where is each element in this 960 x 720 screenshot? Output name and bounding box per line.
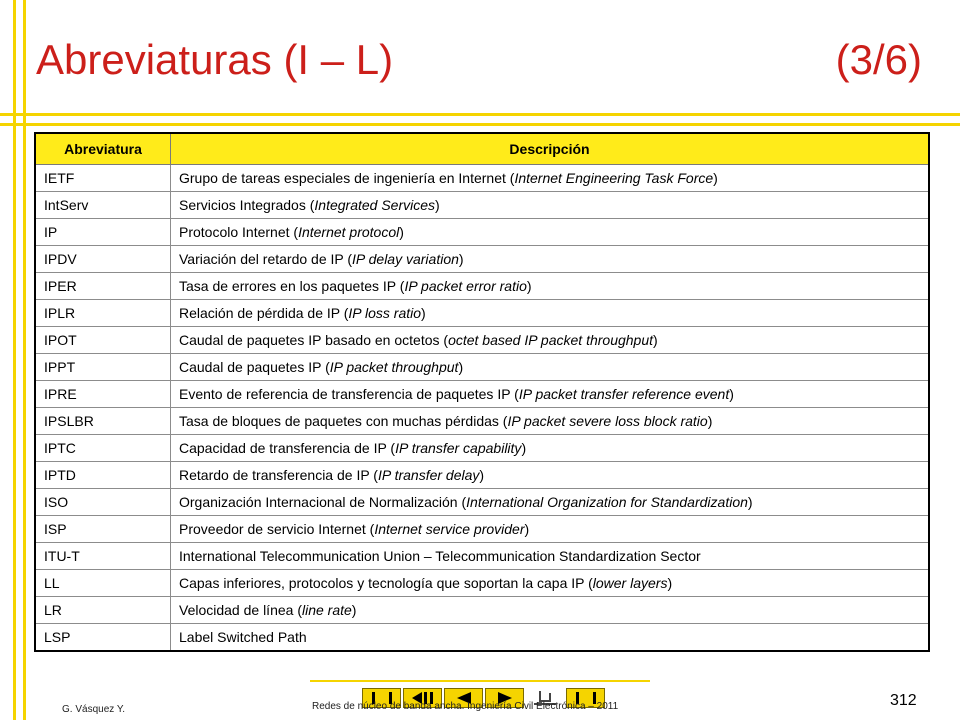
description-cell	[171, 381, 930, 408]
abbreviation-cell: LSP	[35, 624, 171, 652]
abbreviation-cell: IPTC	[35, 435, 171, 462]
description-closing: )	[435, 197, 440, 213]
decor-horizontal-line-2	[0, 123, 960, 126]
description-cell	[171, 489, 930, 516]
description-text: Protocolo Internet (	[179, 224, 299, 240]
description-english-term: IP transfer capability	[395, 440, 522, 456]
description-cell	[171, 624, 930, 652]
table-row	[35, 597, 929, 624]
abbreviation-cell: LL	[35, 570, 171, 597]
description-cell	[171, 408, 930, 435]
abbreviation-cell: IPOT	[35, 327, 171, 354]
table-row	[35, 570, 929, 597]
header-abbreviation: Abreviatura	[35, 133, 171, 165]
description-text: Retardo de transferencia de IP (	[179, 467, 378, 483]
description-english-term: Internet Engineering Task Force	[514, 170, 714, 186]
description-closing: )	[713, 170, 718, 186]
table-row	[35, 246, 929, 273]
abbreviation-cell: IPSLBR	[35, 408, 171, 435]
description-cell	[171, 570, 930, 597]
abbreviation-cell: IPER	[35, 273, 171, 300]
abbreviation-cell: ISO	[35, 489, 171, 516]
abbreviation-cell: IntServ	[35, 192, 171, 219]
description-closing: )	[526, 278, 532, 294]
description-text: Tasa de errores en los paquetes IP (	[179, 278, 405, 294]
description-english-term: lower layers	[592, 575, 668, 591]
description-cell	[171, 543, 930, 570]
description-cell	[171, 300, 930, 327]
description-text: Proveedor de servicio Internet (	[179, 521, 375, 537]
abbreviation-cell: IPDV	[35, 246, 171, 273]
table-row	[35, 327, 929, 354]
table-row	[35, 219, 929, 246]
abbreviation-cell: IPLR	[35, 300, 171, 327]
author-name: G. Vásquez Y.	[62, 704, 126, 715]
description-text: Tasa de bloques de paquetes con muchas pérdidas (	[179, 413, 508, 429]
description-text: International Telecommunication Union – Telecommunication Standardization Sector	[179, 548, 701, 564]
abbreviation-cell: IPTD	[35, 462, 171, 489]
table-row	[35, 435, 929, 462]
description-text: Caudal de paquetes IP (	[179, 359, 330, 375]
description-text: Grupo de tareas especiales de ingeniería en Internet (	[179, 170, 515, 186]
abbreviations-table	[34, 132, 930, 652]
header-description: Descripción	[171, 133, 930, 165]
table-body	[35, 165, 929, 652]
description-closing: )	[351, 602, 357, 618]
description-text: Organización Internacional de Normalización (	[179, 494, 467, 510]
description-closing: )	[747, 494, 753, 510]
table-row	[35, 462, 929, 489]
description-english-term: Integrated Services	[314, 197, 436, 213]
slide-title: Abreviaturas (I – L)	[36, 36, 394, 83]
description-cell	[171, 516, 930, 543]
description-text: Velocidad de línea (	[179, 602, 302, 618]
description-cell	[171, 246, 930, 273]
description-english-term: IP delay variation	[352, 251, 459, 267]
description-text: Label Switched Path	[179, 629, 307, 645]
abbreviation-cell: ISP	[35, 516, 171, 543]
table-header-row	[35, 133, 929, 165]
description-english-term: IP loss ratio	[348, 305, 422, 321]
description-english-term: International Organization for Standardization	[466, 494, 748, 510]
abbreviation-cell: ITU-T	[35, 543, 171, 570]
abbreviation-cell: IPPT	[35, 354, 171, 381]
description-english-term: IP packet error ratio	[404, 278, 527, 294]
slide-part: (3/6)	[835, 36, 922, 83]
description-cell	[171, 597, 930, 624]
abbreviation-cell: IPRE	[35, 381, 171, 408]
description-text: Servicios Integrados (	[179, 197, 315, 213]
description-text: Capacidad de transferencia de IP (	[179, 440, 396, 456]
course-name: Redes de núcleo de banda ancha. Ingeniería Civil Electrónica – 2011	[312, 701, 619, 712]
description-closing: )	[421, 305, 426, 321]
table-row	[35, 165, 929, 192]
description-closing: )	[707, 413, 713, 429]
decor-vertical-line-1	[13, 0, 16, 720]
abbreviation-cell: IP	[35, 219, 171, 246]
description-closing: )	[653, 332, 658, 348]
description-english-term: line rate	[301, 602, 352, 618]
description-closing: )	[521, 440, 527, 456]
description-text: Relación de pérdida de IP (	[179, 305, 349, 321]
abbreviation-cell: IETF	[35, 165, 171, 192]
description-cell	[171, 435, 930, 462]
table-row	[35, 273, 929, 300]
description-closing: )	[524, 521, 530, 537]
description-english-term: octet based IP packet throughput	[448, 332, 654, 348]
description-closing: )	[667, 575, 673, 591]
table-row	[35, 624, 929, 652]
page-number: 312	[890, 692, 917, 709]
description-closing: )	[729, 386, 734, 402]
table-row	[35, 300, 929, 327]
description-english-term: IP packet severe loss block ratio	[507, 413, 708, 429]
description-cell	[171, 165, 930, 192]
table-row	[35, 489, 929, 516]
table-row	[35, 408, 929, 435]
description-closing: )	[458, 359, 464, 375]
description-text: Caudal de paquetes IP basado en octetos (	[179, 332, 449, 348]
table-row	[35, 381, 929, 408]
decor-vertical-line-2	[23, 0, 26, 720]
description-cell	[171, 192, 930, 219]
description-cell	[171, 462, 930, 489]
table-row	[35, 354, 929, 381]
table-row	[35, 516, 929, 543]
description-english-term: IP transfer delay	[377, 467, 480, 483]
abbreviation-cell: LR	[35, 597, 171, 624]
description-cell	[171, 219, 930, 246]
description-english-term: Internet protocol	[298, 224, 400, 240]
description-closing: )	[479, 467, 485, 483]
footer-divider	[310, 680, 650, 682]
description-text: Capas inferiores, protocolos y tecnología que soportan la capa IP (	[179, 575, 593, 591]
description-english-term: IP packet transfer reference event	[518, 386, 730, 402]
decor-horizontal-line-1	[0, 113, 960, 116]
description-english-term: IP packet throughput	[329, 359, 459, 375]
description-closing: )	[458, 251, 464, 267]
description-cell	[171, 273, 930, 300]
description-cell	[171, 327, 930, 354]
table-row	[35, 543, 929, 570]
description-text: Variación del retardo de IP (	[179, 251, 353, 267]
description-text: Evento de referencia de transferencia de paquetes IP (	[179, 386, 519, 402]
description-closing: )	[399, 224, 404, 240]
description-english-term: Internet service provider	[374, 521, 525, 537]
table-row	[35, 192, 929, 219]
description-cell	[171, 354, 930, 381]
